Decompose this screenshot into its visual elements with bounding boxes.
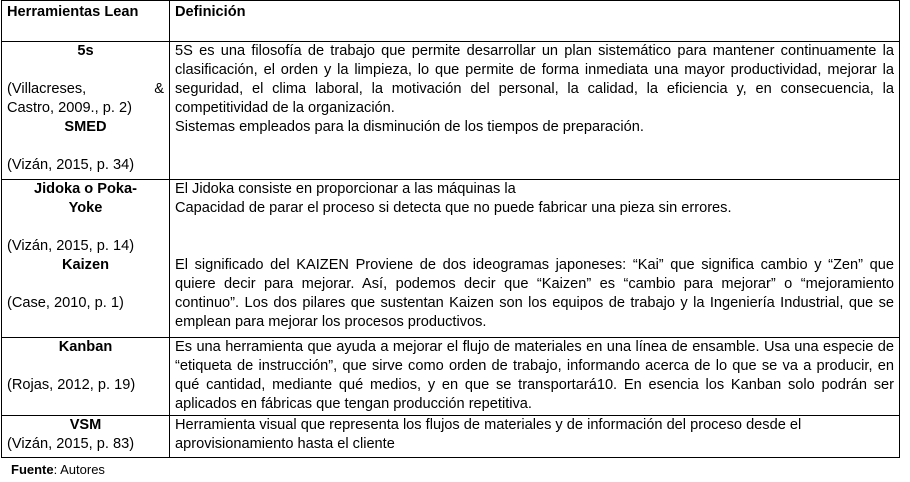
table-row — [2, 416, 900, 458]
tools-cell — [2, 180, 170, 338]
citation: (Vizán, 2015, p. 14) — [7, 238, 135, 254]
definition-cell — [170, 180, 900, 338]
citation: Castro, 2009., p. 2) — [7, 100, 132, 116]
definition-text: El Jidoka consiste en proporcionar a las máquinas la — [175, 181, 516, 197]
citation: (Case, 2010, p. 1) — [7, 295, 124, 311]
tool-name-smed: SMED — [64, 119, 107, 135]
tools-cell — [2, 416, 170, 458]
definition-cell — [170, 42, 900, 180]
source-label: Fuente — [11, 462, 54, 477]
tool-name-kanban: Kanban — [58, 339, 113, 355]
definition-text: 5S es una filosofía de trabajo que permite desarrollar un plan sistemático para mantener continuamente la clasificación, el orden y la limpieza, lo que permite de forma inmediata una mayor productividad, mejorar la seguridad, el clima laboral, la motivación del personal, la calidad, la eficiencia y, en consecuencia, la competitividad de la organización. — [175, 43, 894, 116]
definition-text: Es una herramienta que ayuda a mejorar el flujo de materiales en una línea de ensamble. Usa una especie de “etiqueta de instrucción”, que sirve como orden de trabajo, informando acerca de lo que se va a producir, en qué cantidad, mediante qué medios, y en que se transportará10. En esencia los Kanban solo podrán ser aplicados en fábricas que tengan producción repetitiva. — [175, 339, 894, 412]
tools-cell — [2, 338, 170, 416]
tool-name-jidoka: Yoke — [68, 200, 103, 216]
definition-text: Sistemas empleados para la disminución de los tiempos de preparación. — [175, 119, 644, 135]
citation: (Vizán, 2015, p. 34) — [7, 157, 135, 173]
tool-name-jidoka: Jidoka o Poka- — [34, 181, 137, 197]
definition-text: Capacidad de parar el proceso si detecta que no puede fabricar una pieza sin errores. — [175, 200, 732, 216]
table-row — [2, 338, 900, 416]
definition-text: Herramienta visual que representa los flujos de materiales y de información del proceso desde el aprovisionamiento hasta el cliente — [175, 417, 802, 452]
source-note — [11, 462, 105, 478]
table-row — [2, 180, 900, 338]
tools-cell — [2, 42, 170, 180]
header-tools: Herramientas Lean — [2, 1, 170, 42]
citation: (Villacreses, & — [7, 81, 164, 97]
tool-name-5s: 5s — [77, 43, 94, 59]
header-definition: Definición — [170, 1, 900, 42]
definition-cell — [170, 338, 900, 416]
definition-text: El significado del KAIZEN Proviene de dos ideogramas japoneses: “Kai” que significa cambio y “Zen” que quiere decir para mejorar. Así, podemos decir que “Kaizen” es “cambio para mejorar” o “mejoramiento continuo”. Los dos pilares que sustentan Kaizen son los equipos de trabajo y la Ingeniería Industrial, que se emplean para mejorar los procesos productivos. — [175, 257, 894, 330]
definition-cell — [170, 416, 900, 458]
citation: (Rojas, 2012, p. 19) — [7, 377, 136, 393]
table-row — [2, 42, 900, 180]
tool-name-kaizen: Kaizen — [61, 257, 110, 273]
tool-name-vsm: VSM — [69, 417, 102, 433]
lean-tools-table — [1, 0, 900, 458]
source-text: : Autores — [53, 462, 105, 477]
table-header-row — [2, 1, 900, 42]
citation: (Vizán, 2015, p. 83) — [7, 436, 135, 452]
